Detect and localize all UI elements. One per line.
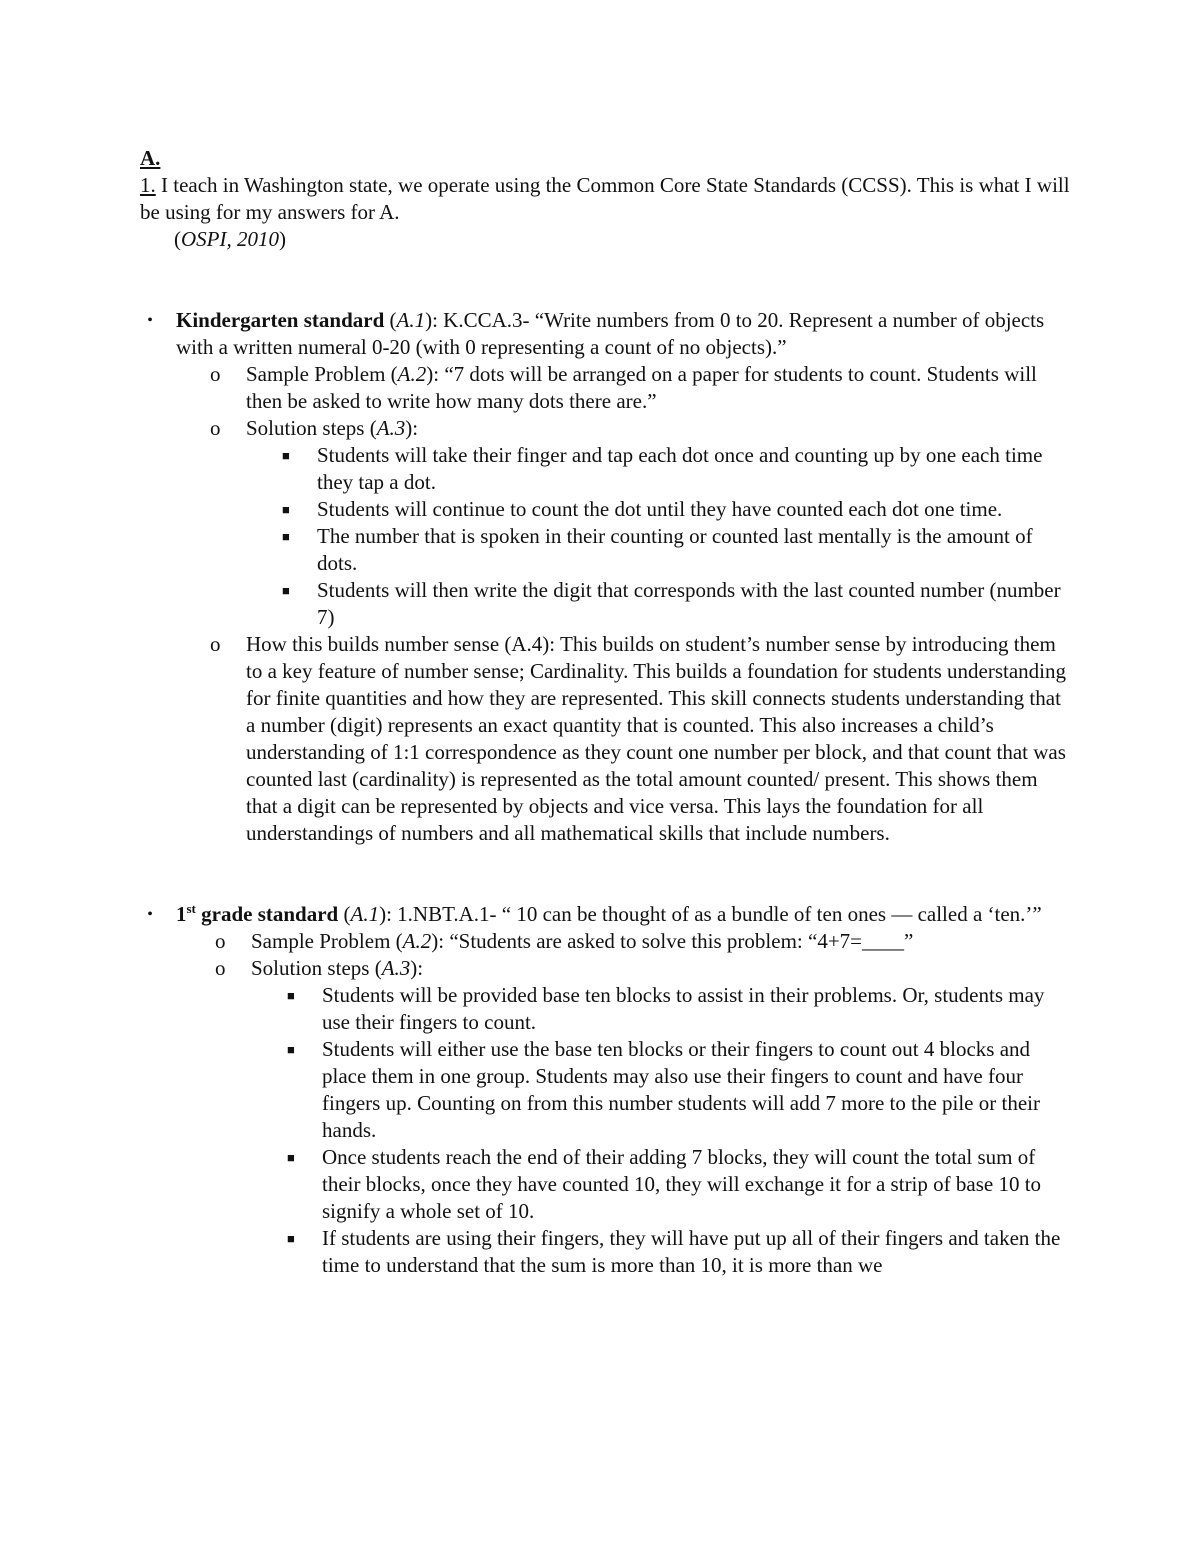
bullet-icon: • <box>147 906 153 923</box>
intro-number: 1. <box>140 173 156 197</box>
standard-heading: 1st grade standard <box>176 901 339 926</box>
intro-paragraph <box>140 172 1070 226</box>
circle-bullet-icon: o <box>210 632 221 656</box>
standard-ref: A.1 <box>350 902 380 926</box>
square-bullet-icon: ■ <box>287 1231 295 1246</box>
list-item <box>140 496 1070 523</box>
list-item: • Kindergarten standard (A.1): K.CCA.3- “Write numbers from 0 to 20. Represent a number of objects with a written numeral 0-20 (with 0 representing a count of no objects).” <box>140 307 1070 361</box>
step-text: The number that is spoken in their counting or counted last mentally is the amount of dots. <box>317 524 1033 575</box>
step-text: Once students reach the end of their adding 7 blocks, they will count the total sum of their blocks, once they have counted 10, they will exchange it for a strip of base 10 to signify a whole set of 10. <box>322 1145 1042 1223</box>
steps-ref: A.3 <box>381 956 411 980</box>
square-bullet-icon: ■ <box>282 583 290 598</box>
step-text: Students will be provided base ten blocks to assist in their problems. Or, students may use their fingers to count. <box>322 983 1045 1034</box>
first-grade-section <box>140 901 1070 1279</box>
square-bullet-icon: ■ <box>287 1150 295 1165</box>
list-item: o Sample Problem (A.2): “7 dots will be arranged on a paper for students to count. Students will then be asked to write how many dots there are.” <box>210 362 1037 413</box>
spacer <box>140 253 1070 307</box>
section-heading: A. <box>140 146 161 170</box>
bullet-icon: • <box>147 312 153 329</box>
circle-bullet-icon: o <box>215 929 226 953</box>
list-item <box>140 577 1070 631</box>
list-item: o Solution steps (A.3): <box>210 416 419 440</box>
list-item: o Solution steps (A.3): <box>215 956 424 980</box>
sample-label: Sample Problem <box>251 929 391 953</box>
citation: (OSPI, 2010) <box>174 227 286 251</box>
standard-ref: A.1 <box>396 308 426 332</box>
step-text: Students will then write the digit that corresponds with the last counted number (number 7) <box>317 578 1061 629</box>
list-item <box>140 982 1070 1036</box>
square-bullet-icon: ■ <box>282 529 290 544</box>
list-item <box>140 1144 1070 1225</box>
document-page <box>140 145 1070 1279</box>
list-item <box>140 631 1070 847</box>
circle-bullet-icon: o <box>210 362 221 386</box>
steps-ref: A.3 <box>376 416 406 440</box>
step-text: Students will continue to count the dot until they have counted each dot one time. <box>317 497 1003 521</box>
circle-bullet-icon: o <box>215 956 226 980</box>
list-item <box>140 523 1070 577</box>
intro-text: I teach in Washington state, we operate using the Common Core State Standards (CCSS). This is what I will be using for my answers for A. <box>140 173 1070 224</box>
square-bullet-icon: ■ <box>287 1042 295 1057</box>
steps-label: Solution steps <box>246 416 365 440</box>
list-item: • 1st grade standard (A.1): 1.NBT.A.1- “ 10 can be thought of as a bundle of ten ones — called a ‘ten.’” <box>140 901 1070 928</box>
number-sense-text: How this builds number sense (A.4): This builds on student’s number sense by introducing them to a key feature of number sense; Cardinality. This builds a foundation for students understanding for finite quantities and how they are represented. This skill connects students understanding that a number (digit) represents an exact quantity that is counted. This also increases a child’s understanding of 1:1 correspondence as they count one number per block, and that count that was counted last (cardinality) is represented as the total amount counted/ present. This shows them that a digit can be represented by objects and vice versa. This lays the foundation for all understandings of numbers and all mathematical skills that include numbers. <box>246 632 1066 845</box>
standard-text: : 1.NBT.A.1- “ 10 can be thought of as a bundle of ten ones — called a ‘ten.’” <box>386 902 1042 926</box>
square-bullet-icon: ■ <box>282 448 290 463</box>
step-text: Students will take their finger and tap each dot once and counting up by one each time they tap a dot. <box>317 443 1043 494</box>
standard-heading: Kindergarten standard <box>176 308 385 332</box>
sample-text: : “7 dots will be arranged on a paper for students to count. Students will then be asked to write how many dots there are.” <box>246 362 1037 413</box>
square-bullet-icon: ■ <box>287 988 295 1003</box>
list-item <box>140 442 1070 496</box>
standard-text: : K.CCA.3- “Write numbers from 0 to 20. Represent a number of objects with a written numeral 0-20 (with 0 representing a count of no objects).” <box>176 308 1045 359</box>
steps-label: Solution steps <box>251 956 370 980</box>
circle-bullet-icon: o <box>210 416 221 440</box>
square-bullet-icon: ■ <box>282 502 290 517</box>
sample-text: : “Students are asked to solve this problem: “4+7=____” <box>438 929 914 953</box>
step-text: Students will either use the base ten blocks or their fingers to count out 4 blocks and place them in one group. Students may also use their fingers to count and have four fingers up. Counting on from this number students will add 7 more to the pile or their hands. <box>322 1037 1040 1142</box>
list-item: o Sample Problem (A.2): “Students are asked to solve this problem: “4+7=____” <box>215 929 914 953</box>
spacer <box>140 847 1070 901</box>
step-text: If students are using their fingers, they will have put up all of their fingers and taken the time to understand that the sum is more than 10, it is more than we <box>322 1226 1061 1277</box>
list-item <box>140 1225 1070 1279</box>
sample-ref: A.2 <box>397 362 427 386</box>
kindergarten-section <box>140 307 1070 847</box>
sample-ref: A.2 <box>402 929 432 953</box>
sample-label: Sample Problem <box>246 362 386 386</box>
list-item <box>140 1036 1070 1144</box>
